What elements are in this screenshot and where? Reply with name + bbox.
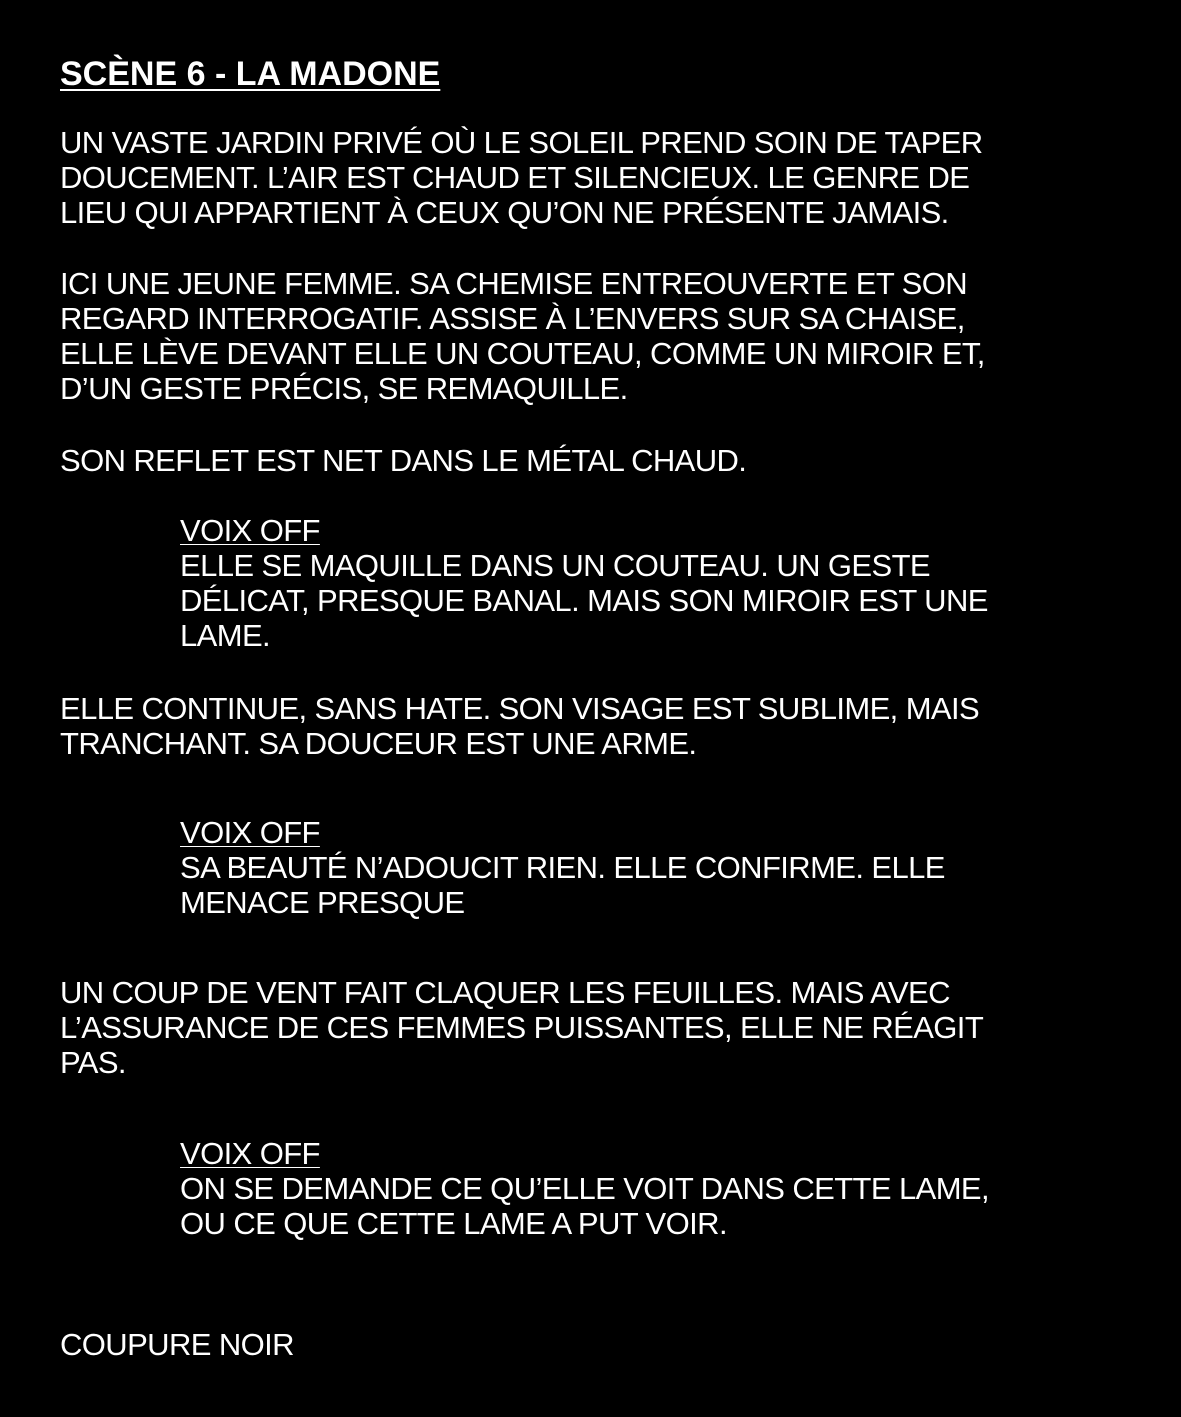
action-line: TRANCHANT. SA DOUCEUR EST UNE ARME. (60, 726, 697, 761)
action-line: LIEU QUI APPARTIENT À CEUX QU’ON NE PRÉSENTE JAMAIS. (60, 195, 949, 230)
action-line: UN VASTE JARDIN PRIVÉ OÙ LE SOLEIL PREND SOIN DE TAPER (60, 125, 983, 160)
voiceover-block-3 (180, 1136, 1140, 1241)
voiceover-line: ELLE SE MAQUILLE DANS UN COUTEAU. UN GESTE (180, 548, 930, 583)
action-line: DOUCEMENT. L’AIR EST CHAUD ET SILENCIEUX. LE GENRE DE (60, 160, 970, 195)
action-paragraph-1 (60, 125, 1140, 230)
voiceover-block-2 (180, 815, 1140, 920)
voiceover-line: SA BEAUTÉ N’ADOUCIT RIEN. ELLE CONFIRME. ELLE (180, 850, 945, 885)
action-line: SON REFLET EST NET DANS LE MÉTAL CHAUD. (60, 443, 747, 478)
voiceover-line: LAME. (180, 618, 271, 653)
scene-transition (60, 1327, 1140, 1362)
action-line: PAS. (60, 1045, 126, 1080)
scene-title: SCÈNE 6 - LA MADONE (60, 55, 441, 93)
transition-line: COUPURE NOIR (60, 1327, 294, 1362)
action-paragraph-2 (60, 266, 1140, 406)
action-line: D’UN GESTE PRÉCIS, SE REMAQUILLE. (60, 371, 628, 406)
action-line: ELLE LÈVE DEVANT ELLE UN COUTEAU, COMME UN MIROIR ET, (60, 336, 985, 371)
action-paragraph-5 (60, 975, 1140, 1080)
voiceover-block-1 (180, 513, 1140, 653)
voiceover-line: OU CE QUE CETTE LAME A PUT VOIR. (180, 1206, 727, 1241)
action-paragraph-4 (60, 691, 1140, 761)
action-line: L’ASSURANCE DE CES FEMMES PUISSANTES, ELLE NE RÉAGIT (60, 1010, 984, 1045)
action-line: ICI UNE JEUNE FEMME. SA CHEMISE ENTREOUVERTE ET SON (60, 266, 968, 301)
action-line: REGARD INTERROGATIF. ASSISE À L’ENVERS SUR SA CHAISE, (60, 301, 965, 336)
action-paragraph-3 (60, 443, 1140, 478)
voiceover-line: ON SE DEMANDE CE QU’ELLE VOIT DANS CETTE LAME, (180, 1171, 990, 1206)
action-line: UN COUP DE VENT FAIT CLAQUER LES FEUILLES. MAIS AVEC (60, 975, 950, 1010)
voiceover-speaker: VOIX OFF (180, 815, 320, 850)
voiceover-speaker: VOIX OFF (180, 1136, 320, 1171)
voiceover-speaker: VOIX OFF (180, 513, 320, 548)
action-line: ELLE CONTINUE, SANS HATE. SON VISAGE EST SUBLIME, MAIS (60, 691, 980, 726)
voiceover-line: MENACE PRESQUE (180, 885, 465, 920)
voiceover-line: DÉLICAT, PRESQUE BANAL. MAIS SON MIROIR EST UNE (180, 583, 988, 618)
